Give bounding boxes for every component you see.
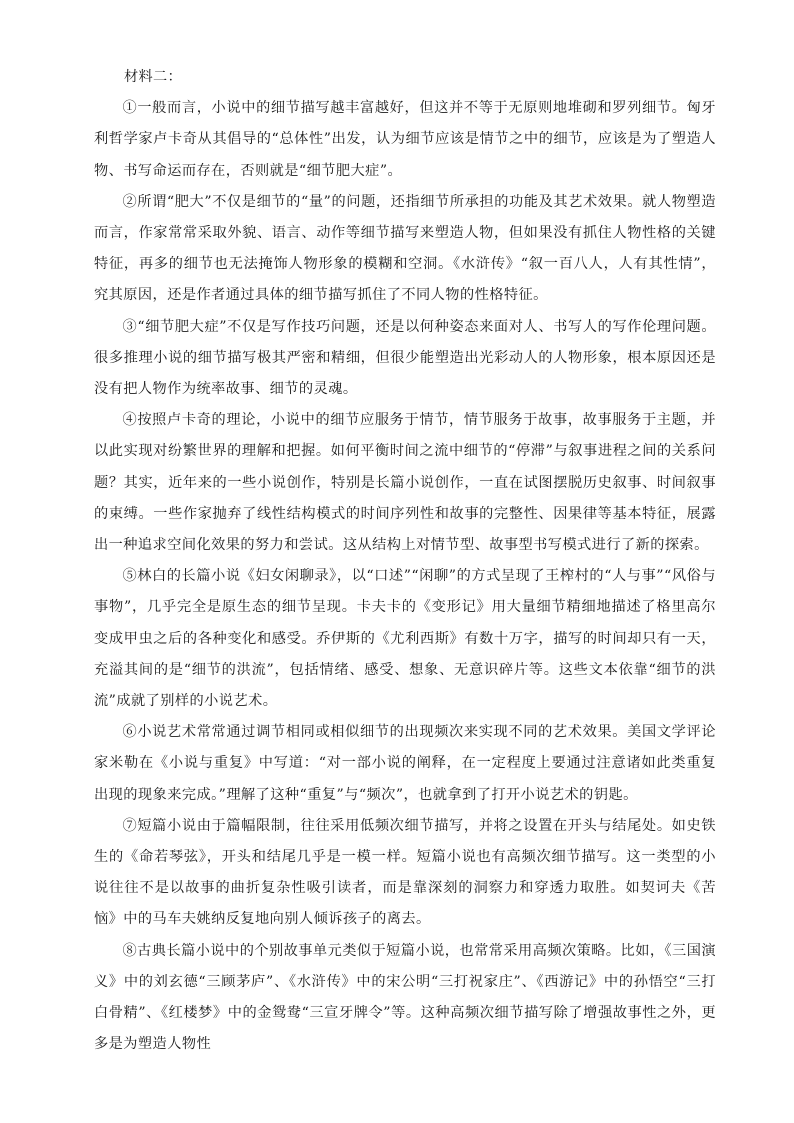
paragraph-7: ⑦短篇小说由于篇幅限制，往往采用低频次细节描写，并将之设置在开头与结尾处。如史铁生的《命若琴弦》，开头和结尾几乎是一模一样。短篇小说也有高频次细节描写。这一类型的小说往往不是以故事的曲折复杂性吸引读者，而是靠深刻的洞察力和穿透力取胜。如契诃夫《苦恼》中的马车夫姚纳反复地向别人倾诉孩子的离去。 [94,817,716,928]
paragraph-6: ⑥小说艺术常常通过调节相同或相似细节的出现频次来实现不同的艺术效果。美国文学评论家米勒在《小说与重复》中写道：“对一部小说的阐释，在一定程度上要通过注意诸如此类重复出现的现象来完成。”理解了这种“重复”与“频次”，也就拿到了打开小说艺术的钥匙。 [94,724,716,803]
paragraph-1: ①一般而言，小说中的细节描写越丰富越好，但这并不等于无原则地堆砌和罗列细节。匈牙利哲学家卢卡奇从其倡导的“总体性”出发，认为细节应该是情节之中的细节，应该是为了塑造人物、书写命运而存在，否则就是“细节肥大症”。 [94,100,716,179]
paragraph-5: ⑤林白的长篇小说《妇女闲聊录》，以“口述”“闲聊”的方式呈现了王榨村的“人与事”“风俗与事物”，几乎完全是原生态的细节呈现。卡夫卡的《变形记》用大量细节精细地描述了格里高尔变成甲虫之后的各种变化和感受。乔伊斯的《尤利西斯》有数十万字，描写的时间却只有一天，充溢其间的是“细节的洪流”，包括情绪、感受、想象、无意识碎片等。这些文本依靠“细节的洪流”成就了别样的小说艺术。 [94,568,716,710]
paragraph-2: ②所谓“肥大”不仅是细节的“量”的问题，还指细节所承担的功能及其艺术效果。就人物塑造而言，作家常常采取外貌、语言、动作等细节描写来塑造人物，但如果没有抓住人物性格的关键特征，再多的细节也无法掩饰人物形象的模糊和空洞。《水浒传》“叙一百八人，人有其性情”，究其原因，还是作者通过具体的细节描写抓住了不同人物的性格特征。 [94,193,716,304]
document-body [94,62,716,1061]
section-heading: 材料二： [124,69,182,85]
paragraph-8: ⑧古典长篇小说中的个别故事单元类似于短篇小说，也常常采用高频次策略。比如，《三国演义》中的刘玄德“三顾茅庐”、《水浒传》中的宋公明“三打祝家庄”、《西游记》中的孙悟空“三打白骨精”、《红楼梦》中的金鸳鸯“三宣牙牌令”等。这种高频次细节描写除了增强故事性之外，更多是为塑造人物性 [94,942,716,1053]
paragraph-3: ③“细节肥大症”不仅是写作技巧问题，还是以何种姿态来面对人、书写人的写作伦理问题。很多推理小说的细节描写极其严密和精细，但很少能塑造出光彩动人的人物形象，根本原因还是没有把人物作为统率故事、细节的灵魂。 [94,318,716,398]
paragraph-4: ④按照卢卡奇的理论，小说中的细节应服务于情节，情节服务于故事，故事服务于主题，并以此实现对纷繁世界的理解和把握。如何平衡时间之流中细节的“停滞”与叙事进程之间的关系问题？其实，近年来的一些小说创作，特别是长篇小说创作，一直在试图摆脱历史叙事、时间叙事的束缚。一些作家抛弃了线性结构模式的时间序列性和故事的完整性、因果律等基本特征，展露出一种追求空间化效果的努力和尝试。这从结构上对情节型、故事型书写模式进行了新的探索。 [94,412,716,554]
